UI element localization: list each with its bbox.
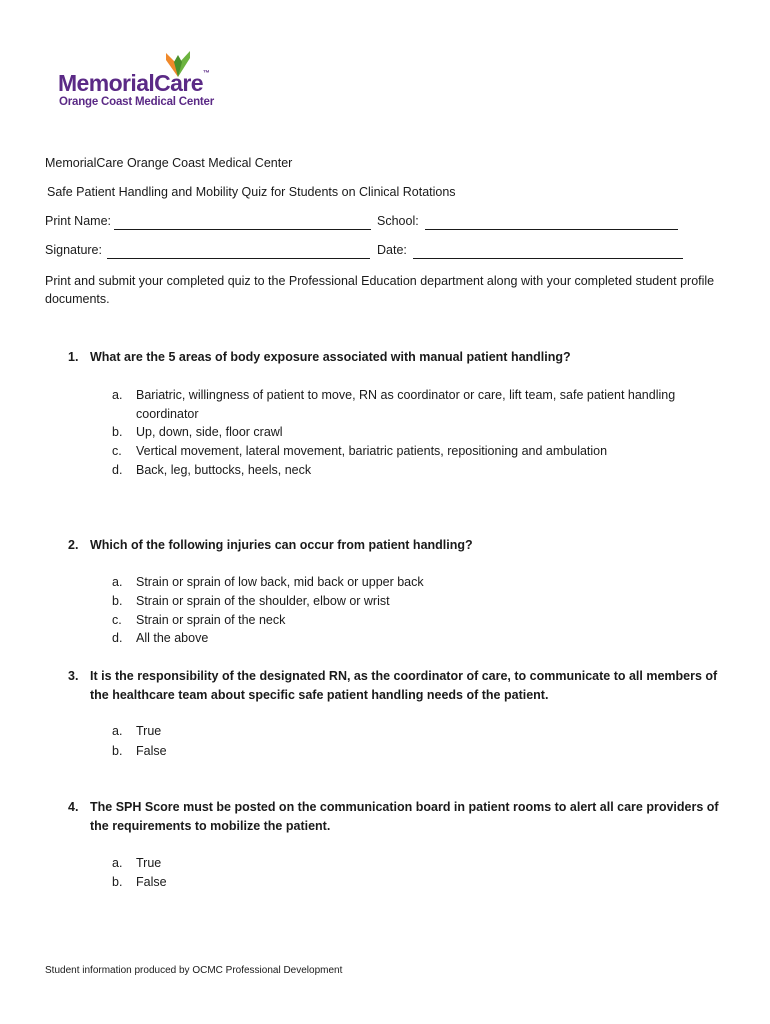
question-text: It is the responsibility of the designated RN, as the coordinator of care, to communicate to all members of the healthcare team about specific safe patient handling needs of the patient. [90, 669, 718, 702]
option-letter: d. [112, 463, 123, 477]
option[interactable] [112, 386, 712, 423]
logo-subtitle: Orange Coast Medical Center [59, 96, 215, 108]
logo [58, 50, 218, 112]
option[interactable] [112, 442, 712, 461]
school-label: School: [377, 214, 419, 228]
trademark: ™ [202, 70, 210, 77]
option-text: Up, down, side, floor crawl [136, 425, 283, 439]
option-letter: a. [112, 388, 123, 402]
option-letter: b. [112, 875, 123, 889]
question-number: 4. [68, 800, 79, 814]
question-text: The SPH Score must be posted on the communication board in patient rooms to alert all care providers of the requirements to mobilize the patient. [90, 800, 719, 833]
option-text: Bariatric, willingness of patient to move, RN as coordinator or care, lift team, safe patient handling coordinator [136, 388, 676, 421]
option-letter: d. [112, 631, 123, 645]
option[interactable] [112, 873, 712, 892]
print-name-field[interactable] [114, 229, 371, 230]
option-text: False [136, 744, 167, 758]
date-field[interactable] [413, 258, 683, 259]
signature-field[interactable] [107, 258, 370, 259]
option-text: Strain or sprain of the neck [136, 613, 286, 627]
option-letter: b. [112, 594, 123, 608]
option[interactable] [112, 592, 712, 611]
option-text: Back, leg, buttocks, heels, neck [136, 463, 312, 477]
option-letter: b. [112, 744, 123, 758]
logo-brand: MemorialCare™ [58, 70, 210, 96]
option[interactable] [112, 461, 712, 480]
date-label: Date: [377, 243, 407, 257]
option-text: Strain or sprain of low back, mid back or upper back [136, 575, 424, 589]
option[interactable] [112, 573, 712, 592]
school-field[interactable] [425, 229, 678, 230]
question-text: Which of the following injuries can occur from patient handling? [90, 538, 473, 552]
print-name-label: Print Name: [45, 214, 111, 228]
question-2 [68, 536, 728, 555]
option-letter: a. [112, 724, 123, 738]
option-text: True [136, 724, 162, 738]
question-3 [68, 667, 728, 705]
option[interactable] [112, 629, 712, 648]
quiz-title: Safe Patient Handling and Mobility Quiz for Students on Clinical Rotations [47, 185, 456, 199]
org-name: MemorialCare Orange Coast Medical Center [45, 156, 293, 170]
option[interactable] [112, 611, 712, 630]
option[interactable] [112, 742, 712, 761]
option-text: True [136, 856, 162, 870]
instructions: Print and submit your completed quiz to the Professional Education department along with your completed student profile documents. [45, 274, 715, 306]
option-text: False [136, 875, 167, 889]
option-text: All the above [136, 631, 209, 645]
option[interactable] [112, 854, 712, 873]
question-number: 1. [68, 350, 79, 364]
question-number: 2. [68, 538, 79, 552]
option[interactable] [112, 423, 712, 442]
question-number: 3. [68, 669, 79, 683]
option-letter: b. [112, 425, 123, 439]
option-letter: c. [112, 613, 122, 627]
signature-label: Signature: [45, 243, 102, 257]
option-letter: c. [112, 444, 122, 458]
footer-note: Student information produced by OCMC Professional Development [45, 965, 343, 976]
option-letter: a. [112, 856, 123, 870]
question-text: What are the 5 areas of body exposure associated with manual patient handling? [90, 350, 571, 364]
option-text: Vertical movement, lateral movement, bariatric patients, repositioning and ambulation [136, 444, 608, 458]
question-1 [68, 348, 728, 367]
option-letter: a. [112, 575, 123, 589]
question-4 [68, 798, 728, 836]
option-text: Strain or sprain of the shoulder, elbow or wrist [136, 594, 390, 608]
option[interactable] [112, 722, 712, 741]
